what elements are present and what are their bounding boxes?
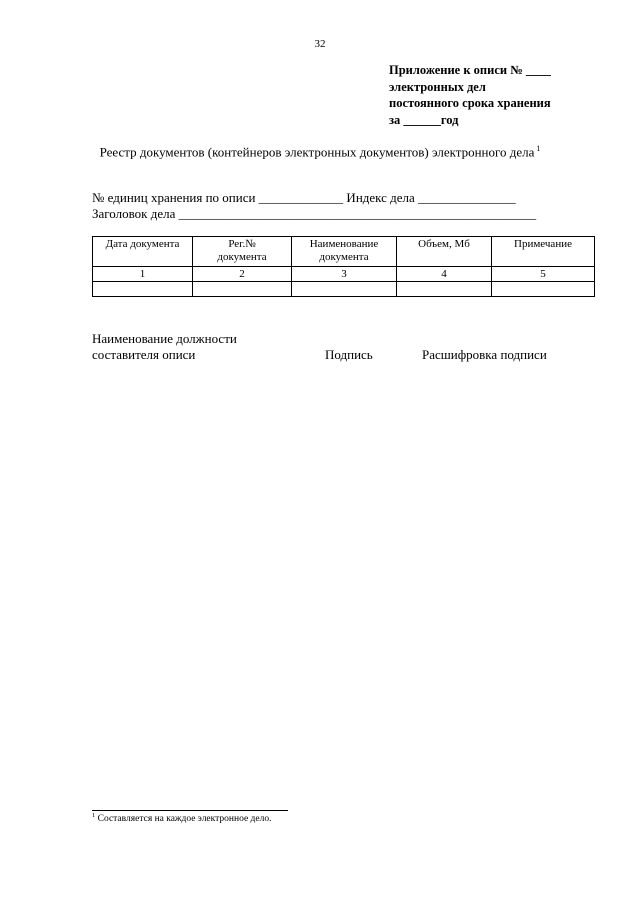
column-number-2: 2 bbox=[193, 267, 292, 282]
register-title-text: Реестр документов (контейнеров электронных документов) электронного дела bbox=[99, 144, 535, 160]
header-volume-line1: Объем, Мб bbox=[418, 238, 470, 250]
header-date-line1: Дата документа bbox=[105, 238, 180, 250]
storage-units-field: № единиц хранения по описи _____________ Индекс дела _______________ bbox=[92, 190, 516, 205]
appendix-block bbox=[389, 62, 551, 128]
header-date bbox=[93, 237, 193, 267]
appendix-line-4: за ______год bbox=[389, 112, 459, 127]
footnote-mark: 1 bbox=[92, 812, 96, 819]
header-name-line1: Наименование bbox=[309, 238, 379, 250]
page-number: 32 bbox=[314, 38, 326, 50]
column-number-3: 3 bbox=[292, 267, 397, 282]
compiler-position-label bbox=[92, 331, 237, 363]
header-reg-line2: документа bbox=[217, 250, 267, 263]
empty-cell bbox=[292, 282, 397, 297]
table-header-row bbox=[93, 237, 595, 267]
column-number-1: 1 bbox=[93, 267, 193, 282]
signature-label: Подпись bbox=[325, 347, 373, 362]
signature-decoding-label: Расшифровка подписи bbox=[422, 347, 547, 362]
header-name bbox=[292, 237, 397, 267]
table-row-empty bbox=[93, 282, 595, 297]
table-row-column-numbers bbox=[93, 267, 595, 282]
appendix-line-3: постоянного срока хранения bbox=[389, 96, 551, 110]
column-number-4: 4 bbox=[397, 267, 492, 282]
footnote-divider bbox=[92, 810, 288, 811]
empty-cell bbox=[492, 282, 595, 297]
header-volume bbox=[397, 237, 492, 267]
empty-cell bbox=[193, 282, 292, 297]
register-title-footnote-mark: 1 bbox=[536, 144, 541, 153]
column-number-5: 5 bbox=[492, 267, 595, 282]
empty-cell bbox=[93, 282, 193, 297]
appendix-line-1: Приложение к описи № ____ bbox=[389, 63, 551, 77]
appendix-line-2: электронных дел bbox=[389, 79, 486, 94]
register-title bbox=[0, 144, 640, 160]
footnote-text: Составляется на каждое электронное дело. bbox=[97, 814, 272, 825]
header-note bbox=[492, 237, 595, 267]
position-line-2: составителя описи bbox=[92, 347, 196, 362]
header-reg-line1: Рег.№ bbox=[228, 238, 256, 250]
case-heading-field: Заголовок дела _______________________________________________________ bbox=[92, 206, 537, 221]
footnote bbox=[92, 812, 271, 824]
position-line-1: Наименование должности bbox=[92, 331, 237, 346]
documents-table bbox=[92, 236, 595, 297]
header-name-line2: документа bbox=[319, 250, 369, 263]
empty-cell bbox=[397, 282, 492, 297]
header-note-line1: Примечание bbox=[514, 238, 572, 250]
header-reg-number bbox=[193, 237, 292, 267]
